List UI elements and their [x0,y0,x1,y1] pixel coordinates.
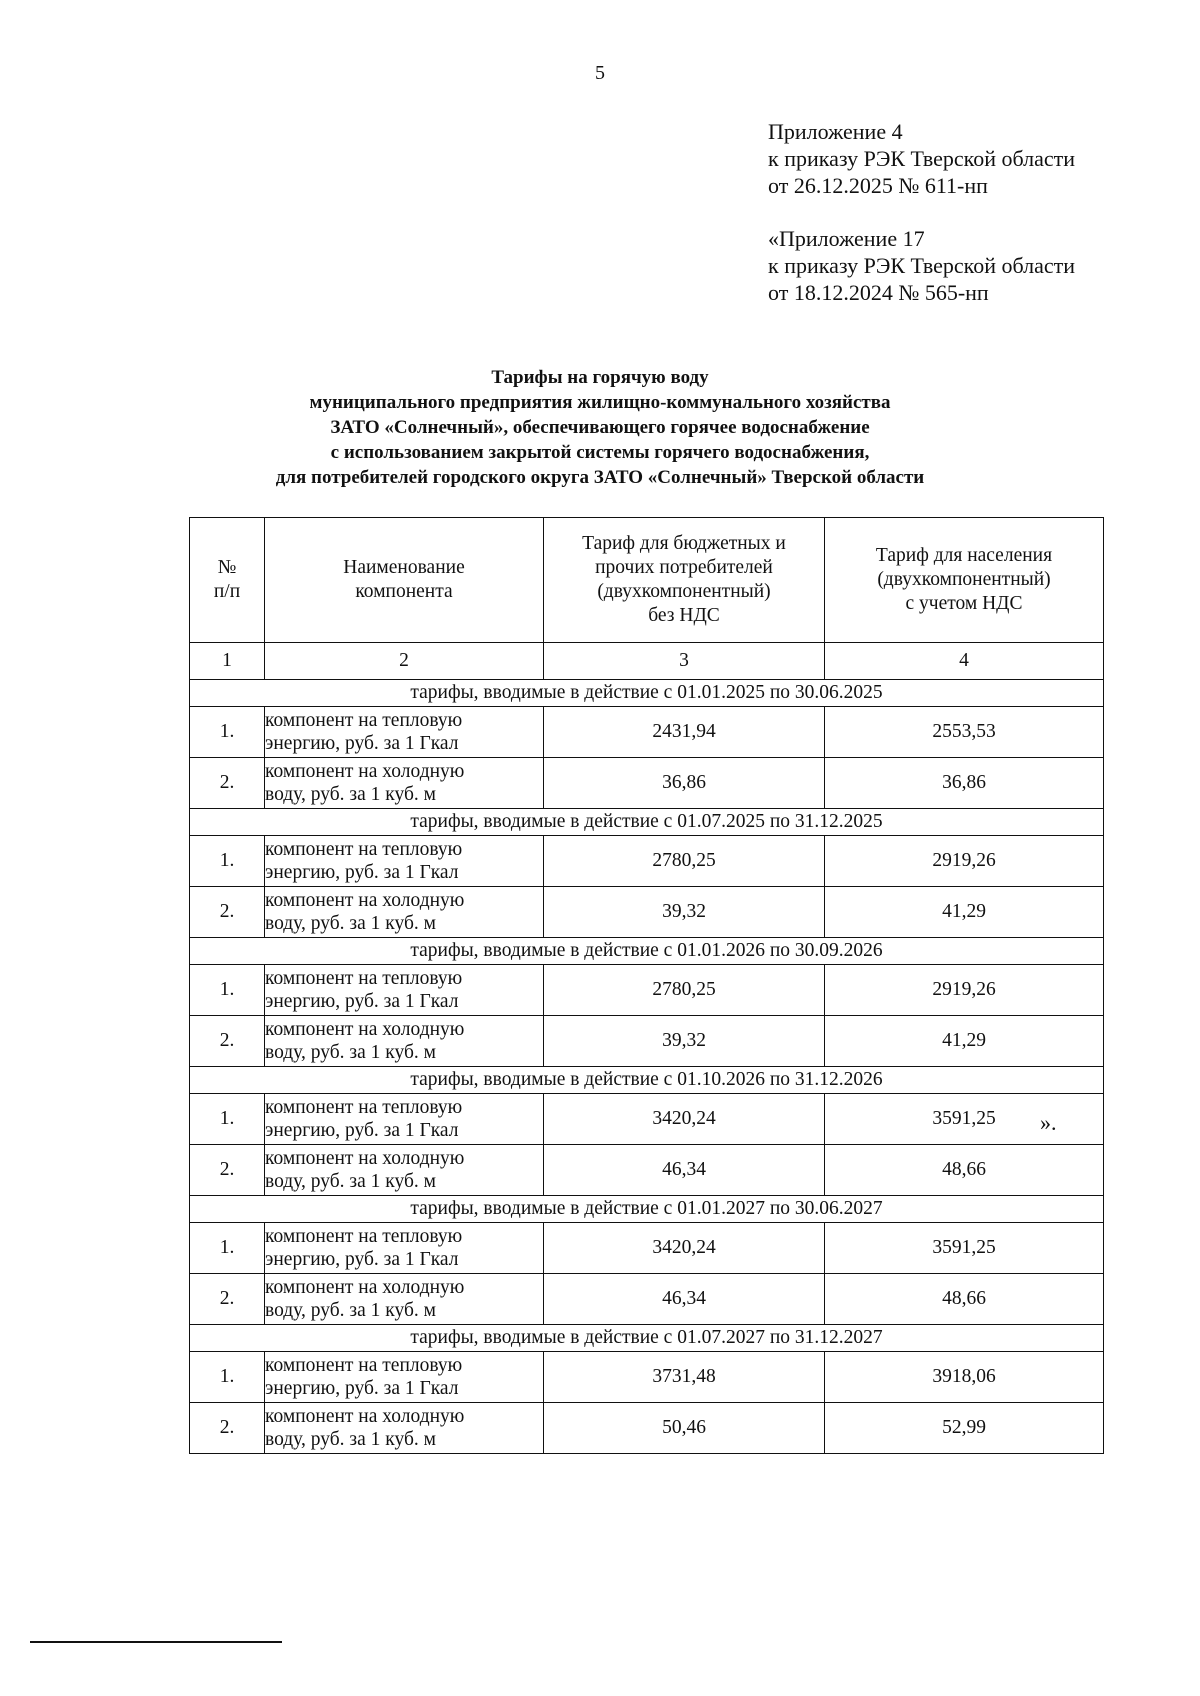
population-tariff-value: 48,66 [825,1145,1104,1196]
population-tariff-value: 2919,26 [825,836,1104,887]
row-index: 2. [190,1145,265,1196]
table-row [190,965,1104,1016]
budget-tariff-value: 50,46 [544,1403,825,1454]
header-component-name [265,518,544,643]
name-line: компонент на тепловую [265,710,463,731]
name-line: энергию, руб. за 1 Гкал [265,862,459,883]
period-row [190,1196,1104,1223]
name-line: энергию, руб. за 1 Гкал [265,733,459,754]
table-row [190,707,1104,758]
name-line: компонент на холодную [265,1406,465,1427]
budget-tariff-value: 2780,25 [544,836,825,887]
table-row [190,1274,1104,1325]
budget-tariff-value: 2431,94 [544,707,825,758]
population-tariff-value: 3591,25 [825,1223,1104,1274]
name-line: воду, руб. за 1 куб. м [265,913,436,934]
row-index: 1. [190,1223,265,1274]
row-index: 1. [190,1094,265,1145]
row-index: 1. [190,707,265,758]
name-line: компонент на холодную [265,1148,465,1169]
closing-quote-mark: ». [1040,1110,1057,1135]
title-line: с использованием закрытой системы горячего водоснабжения, [330,442,870,463]
component-name [265,1403,544,1454]
table-row [190,836,1104,887]
name-line: воду, руб. за 1 куб. м [265,1171,436,1192]
population-tariff-value: 52,99 [825,1403,1104,1454]
column-number: 4 [825,643,1104,680]
component-name [265,887,544,938]
table-row [190,1016,1104,1067]
appendix-line: от 26.12.2025 № 611-нп [768,173,988,198]
component-name [265,965,544,1016]
population-tariff-value: 2919,26 [825,965,1104,1016]
population-tariff-value: 3591,25 [825,1094,1104,1145]
component-name [265,836,544,887]
name-line: компонент на холодную [265,1019,465,1040]
budget-tariff-value: 3420,24 [544,1223,825,1274]
population-tariff-value: 3918,06 [825,1352,1104,1403]
row-index: 2. [190,887,265,938]
appendix-current-reference [768,118,1075,199]
period-title: тарифы, вводимые в действие с 01.01.2027 по 30.06.2027 [190,1196,1104,1223]
name-line: воду, руб. за 1 куб. м [265,784,436,805]
period-row [190,809,1104,836]
header-text: (двухкомпонентный) [597,581,771,602]
title-line: для потребителей городского округа ЗАТО «Солнечный» Тверской области [275,467,925,488]
appendix-amended-reference [768,225,1075,306]
population-tariff-value: 41,29 [825,1016,1104,1067]
header-budget-tariff [544,518,825,643]
component-name [265,1094,544,1145]
appendix-line: «Приложение 17 [768,226,925,251]
row-index: 2. [190,1016,265,1067]
budget-tariff-value: 46,34 [544,1145,825,1196]
name-line: компонент на тепловую [265,839,463,860]
name-line: компонент на холодную [265,761,465,782]
name-line: компонент на тепловую [265,1097,463,1118]
component-name [265,1016,544,1067]
name-line: энергию, руб. за 1 Гкал [265,1249,459,1270]
period-row [190,938,1104,965]
table-row [190,1145,1104,1196]
column-number: 2 [265,643,544,680]
appendix-line: к приказу РЭК Тверской области [768,146,1076,171]
row-index: 2. [190,1274,265,1325]
title-line: муниципального предприятия жилищно-коммунального хозяйства [309,392,891,413]
header-text: Наименование [343,557,465,578]
page-number: 5 [595,62,605,84]
table-row [190,1352,1104,1403]
header-text: Тариф для населения [875,545,1053,566]
appendix-line: к приказу РЭК Тверской области [768,253,1076,278]
component-name [265,1274,544,1325]
header-text: с учетом НДС [905,593,1023,614]
name-line: компонент на холодную [265,1277,465,1298]
budget-tariff-value: 3731,48 [544,1352,825,1403]
population-tariff-value: 48,66 [825,1274,1104,1325]
name-line: воду, руб. за 1 куб. м [265,1429,436,1450]
component-name [265,758,544,809]
period-row [190,680,1104,707]
budget-tariff-value: 36,86 [544,758,825,809]
name-line: энергию, руб. за 1 Гкал [265,991,459,1012]
table-row [190,1403,1104,1454]
period-title: тарифы, вводимые в действие с 01.07.2025 по 31.12.2025 [190,809,1104,836]
name-line: компонент на тепловую [265,1226,463,1247]
row-index: 1. [190,1352,265,1403]
header-text: прочих потребителей [595,557,773,578]
table-header-row [190,518,1104,643]
row-index: 2. [190,1403,265,1454]
component-name [265,1352,544,1403]
header-text: Тариф для бюджетных и [582,533,786,554]
tariff-table [189,517,1104,1454]
title-line: ЗАТО «Солнечный», обеспечивающего горячее водоснабжение [330,417,870,438]
document-title [140,365,1060,490]
appendix-line: от 18.12.2024 № 565-нп [768,280,989,305]
component-name [265,1223,544,1274]
row-index: 2. [190,758,265,809]
title-line: Тарифы на горячую воду [491,367,709,388]
appendix-line: Приложение 4 [768,119,903,144]
table-row [190,1094,1104,1145]
header-text: п/п [213,581,241,602]
period-title: тарифы, вводимые в действие с 01.10.2026 по 31.12.2026 [190,1067,1104,1094]
population-tariff-value: 41,29 [825,887,1104,938]
component-name [265,707,544,758]
period-title: тарифы, вводимые в действие с 01.07.2027 по 31.12.2027 [190,1325,1104,1352]
row-index: 1. [190,965,265,1016]
header-population-tariff [825,518,1104,643]
column-number: 3 [544,643,825,680]
budget-tariff-value: 3420,24 [544,1094,825,1145]
name-line: воду, руб. за 1 куб. м [265,1300,436,1321]
period-title: тарифы, вводимые в действие с 01.01.2026 по 30.09.2026 [190,938,1104,965]
population-tariff-value: 2553,53 [825,707,1104,758]
period-row [190,1325,1104,1352]
budget-tariff-value: 2780,25 [544,965,825,1016]
budget-tariff-value: 39,32 [544,1016,825,1067]
table-row [190,887,1104,938]
name-line: воду, руб. за 1 куб. м [265,1042,436,1063]
header-text: № [217,557,237,578]
row-index: 1. [190,836,265,887]
component-name [265,1145,544,1196]
table-row [190,1223,1104,1274]
header-text: (двухкомпонентный) [877,569,1051,590]
budget-tariff-value: 46,34 [544,1274,825,1325]
header-text: компонента [355,581,453,602]
column-number: 1 [190,643,265,680]
header-text: без НДС [648,605,720,626]
period-title: тарифы, вводимые в действие с 01.01.2025 по 30.06.2025 [190,680,1104,707]
footnote-separator-line [30,1641,282,1643]
name-line: энергию, руб. за 1 Гкал [265,1120,459,1141]
table-row [190,758,1104,809]
budget-tariff-value: 39,32 [544,887,825,938]
population-tariff-value: 36,86 [825,758,1104,809]
name-line: энергию, руб. за 1 Гкал [265,1378,459,1399]
column-number-row [190,643,1104,680]
header-row-number [190,518,265,643]
name-line: компонент на тепловую [265,968,463,989]
name-line: компонент на холодную [265,890,465,911]
period-row [190,1067,1104,1094]
name-line: компонент на тепловую [265,1355,463,1376]
